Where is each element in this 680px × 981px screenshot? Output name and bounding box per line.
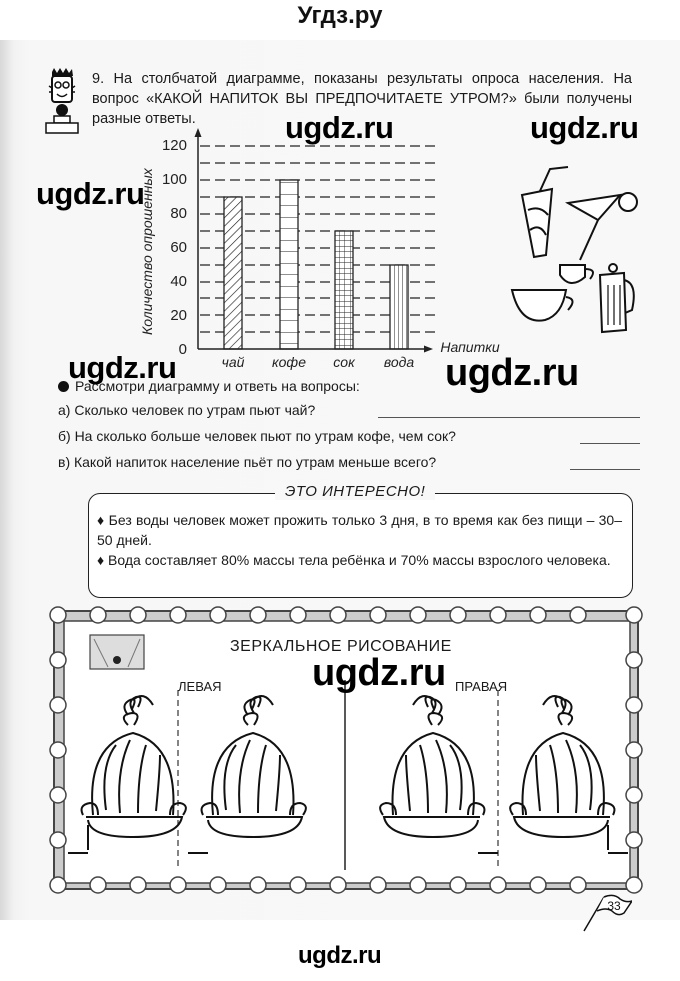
task-text: 9. На столбчатой диаграмме, показаны результаты опроса населения. На вопрос «КАКОЙ НАПИТОК ВЫ ПРЕДПОЧИТАЕТЕ УТРОМ?» были получены разные ответы. (92, 71, 632, 127)
answer-line-b[interactable] (580, 443, 640, 444)
watermark: ugdz.ru (36, 176, 145, 211)
mirror-drawing-title: ЗЕРКАЛЬНОЕ РИСОВАНИЕ (230, 638, 452, 655)
y-axis-label: Количество опрошенных (139, 168, 155, 335)
watermark: ugdz.ru (530, 110, 639, 145)
watermark: ugdz.ru (445, 352, 579, 394)
answer-line-a[interactable] (378, 417, 640, 418)
page-number: 33 (607, 899, 621, 913)
x-label-tea: чай (221, 354, 245, 370)
drinks-illustration-icon (510, 165, 640, 335)
y-tick-100: 100 (161, 171, 187, 188)
page-number-flag-icon (582, 893, 632, 933)
question-b: б) На сколько больше человек пьют по утрам кофе, чем сок? (58, 428, 456, 444)
info-box-title: ЭТО ИНТЕРЕСНО! (275, 483, 435, 500)
y-tick-20: 20 (170, 307, 187, 324)
watermark: ugdz.ru (285, 110, 394, 145)
right-hand-label: ПРАВАЯ (455, 679, 508, 694)
x-label-coffee: кофе (271, 354, 307, 370)
question-c: в) Какой напиток население пьёт по утрам меньше всего? (58, 454, 437, 470)
y-tick-40: 40 (170, 273, 187, 290)
watermark: ugdz.ru (68, 350, 177, 385)
x-label-water: вода (383, 354, 415, 370)
question-a: а) Сколько человек по утрам пьют чай? (58, 402, 316, 418)
answer-line-c[interactable] (570, 469, 640, 470)
footer-watermark: ugdz.ru (298, 942, 382, 969)
y-tick-80: 80 (170, 205, 187, 222)
left-hand-label: ЛЕВАЯ (178, 679, 222, 694)
fact-1: ♦ Без воды человек может прожить только 3 дня, в то время как без пищи – 30–50 дней. (97, 512, 622, 548)
fact-2: ♦ Вода составляет 80% массы тела ребёнка и 70% массы взрослого человека. (97, 552, 611, 568)
y-tick-60: 60 (170, 239, 187, 256)
y-tick-0: 0 (178, 341, 187, 358)
info-box-facts (97, 510, 622, 570)
watermark: ugdz.ru (312, 652, 446, 694)
info-box (88, 483, 633, 598)
x-label-juice: сок (333, 354, 355, 370)
site-title: Угдз.ру (297, 2, 383, 29)
bar-chart (130, 125, 510, 375)
questions-intro: Рассмотри диаграмму и ответь на вопросы: (58, 378, 360, 394)
mascot-icon (44, 68, 80, 136)
y-tick-120: 120 (161, 137, 187, 154)
x-axis-label: Напитки (440, 339, 500, 355)
